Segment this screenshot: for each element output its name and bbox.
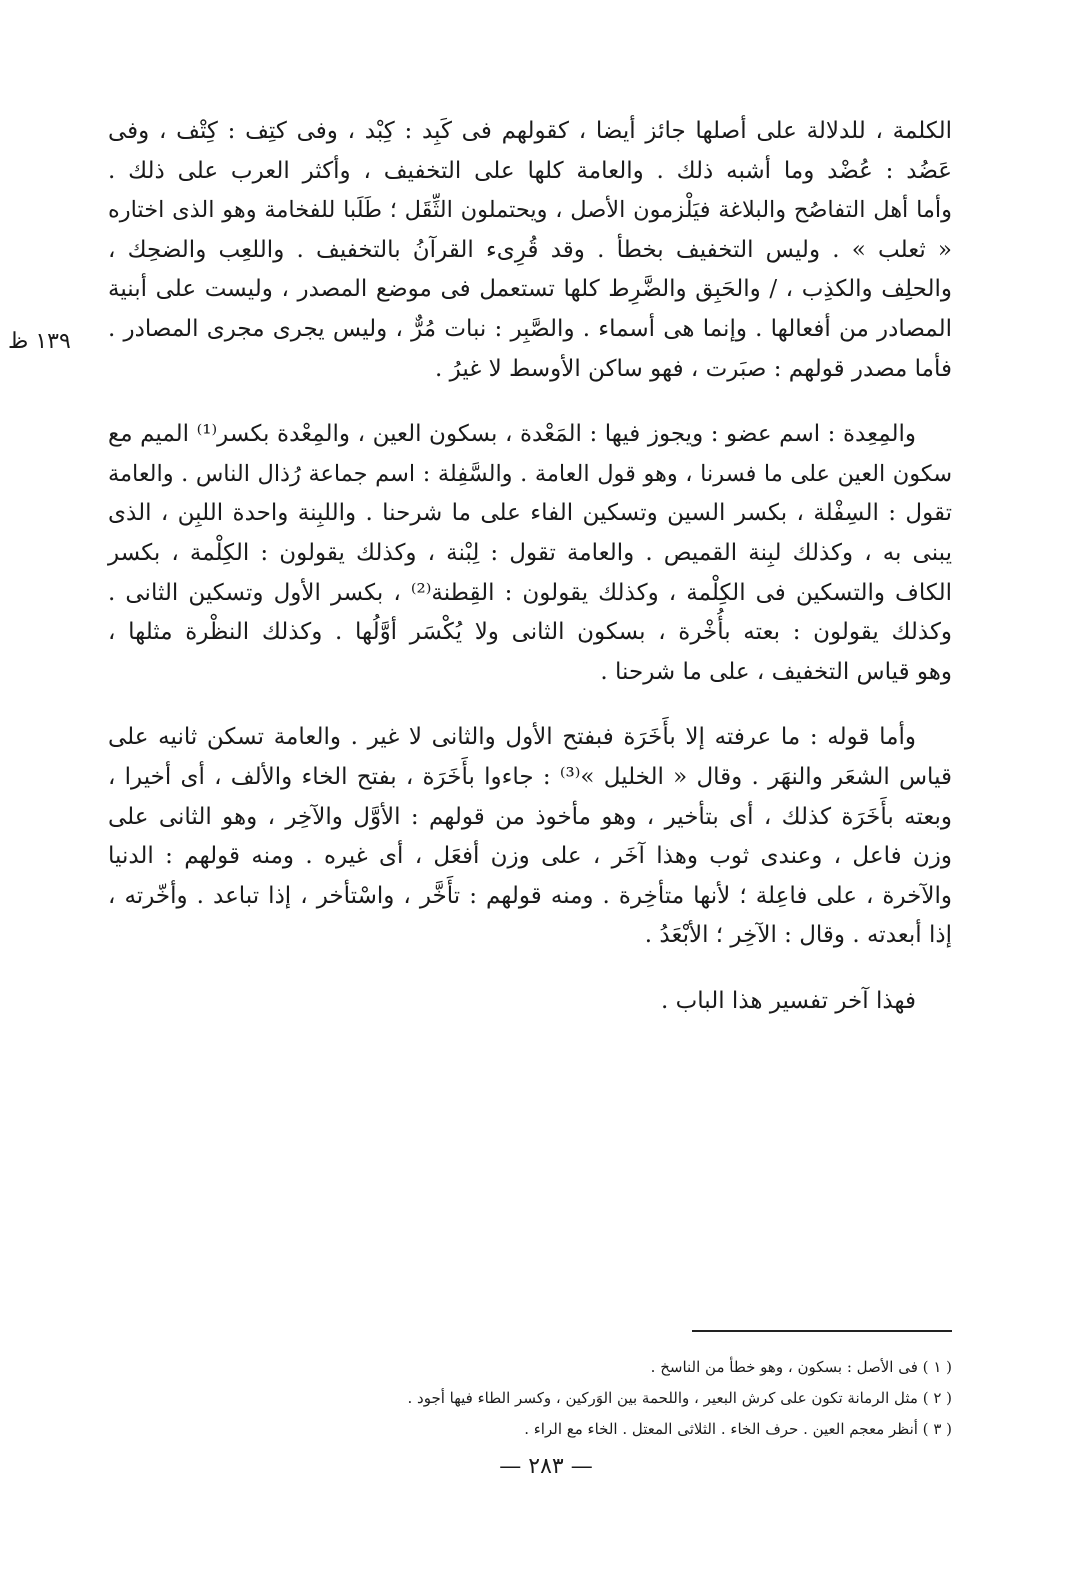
- text-line: سكون العين على ما فسرنا ، وهو قول العامة . والسَّفِلة : اسم جماعة رُذال الناس . والعامة: [108, 460, 952, 487]
- footnote-1: ( ١ ) فى الأصل : بسكون ، وهو خطأ من الناسخ .: [650, 1358, 952, 1376]
- text-line: المصادر من أفعالها . وإنما هى أسماء . والصَّبِر : نبات مُرٌّ ، وليس يجرى مجرى المصادر .: [108, 315, 952, 342]
- text-line: والحلِف والكذِب ، / والحَبِق والضَّرِط كلها تستعمل فى موضع المصدر ، وليست على أبنية: [108, 276, 952, 303]
- page-number: — ٢٨٣ —: [499, 1454, 593, 1479]
- text-line: والآخرة ، على فاعِلة ؛ لأنها متأخِرة . ومنه قولهم : تأَخَّر ، واسْتأخر ، إذا تباعد . وأخّرته ،: [108, 882, 952, 909]
- text-line: الكلمة ، للدلالة على أصلها جائز أيضا ، كقولهم فى كَبِد : كِبْد ، وفى كتِف : كِتْف ، وفى: [108, 118, 952, 144]
- paragraph-gap: [108, 956, 952, 982]
- text-line: فأما مصدر قولهم : صبَرت ، فهو ساكن الأوسط لا غيرُ .: [435, 355, 952, 382]
- text-line: إذا أبعدته . وقال : الآخِر ؛ الأبْعَدُ .: [644, 922, 952, 949]
- paragraph-1: [108, 112, 952, 389]
- text-line: وكذلك يقولون : بعته بأُخْرة ، بسكون الثانى ولا يُكْسَر أوَّلُها . وكذلك النظْرة مثلها ،: [108, 619, 952, 646]
- paragraph-3: [108, 718, 952, 956]
- paragraph-gap: [108, 389, 952, 415]
- paragraph-2: [108, 415, 952, 692]
- text-line: يبنى به ، وكذلك لبِنة القميص . والعامة تقول : لِبْنة ، وكذلك يقولون : الكِلْمة ، بكسر: [108, 539, 952, 566]
- text-line: وهو قياس التخفيف ، على ما شرحنا .: [600, 658, 952, 685]
- paragraph-4: [108, 982, 952, 1022]
- manuscript-folio-marker: ١٣٩ ظ: [8, 329, 71, 354]
- text-line: تقول : السِفْلة ، بكسر السين وتسكين الفاء على ما شرحنا . واللبِنة واحدة اللبِن ، الذى: [108, 500, 952, 527]
- footnote-3: ( ٣ ) أنظر معجم العين . حرف الخاء . الثلاثى المعتل . الخاء مع الراء .: [524, 1420, 952, 1438]
- footnote-2: ( ٢ ) مثل الرمانة تكون على كرش البعير ، واللحمة بين الوَركين ، وكسر الطاء فيها أجود .: [407, 1389, 952, 1407]
- footnotes: [252, 1352, 952, 1445]
- text-line: عَضُد : عُضْد وما أشبه ذلك . والعامة كلها على التخفيف ، وأكثر العرب على ذلك .: [108, 157, 952, 184]
- text-line: « ثعلب » . وليس التخفيف بخطأ . وقد قُرِىء القرآنُ بالتخفيف . واللعِب والضحِك ،: [108, 236, 952, 263]
- text-line: قياس الشعَر والنهَر . وقال « الخليل »⁽³⁾ : جاءوا بأَخَرَة ، بفتح الخاء والألف ، أى أخيرا ،: [108, 763, 952, 790]
- text-line: وبعته بأَخَرَة كذلك ، أى بتأخير ، وهو مأخوذ من قولهم : الأوَّل والآخِر ، وهو الثانى على: [108, 803, 952, 830]
- text-line: فهذا آخر تفسير هذا الباب .: [661, 987, 916, 1014]
- text-line: وأما أهل التفاصُح والبلاغة فيَلْزمون الأصل ، ويحتملون الثِّقَل ؛ طَلَبا للفخامة وهو الذى اختاره: [108, 197, 952, 224]
- text-line: وزن فاعل ، وعندى ثوب وهذا آخَر ، على وزن أفعَل ، أى غيره . ومنه قولهم : الدنيا: [108, 843, 952, 870]
- text-line: وأما قوله : ما عرفته إلا بأَخَرَة فبفتح الأول والثانى لا غير . والعامة تسكن ثانيه على: [108, 724, 916, 751]
- text-line: والمِعِدة : اسم عضو : ويجوز فيها : المَعْدة ، بسكون العين ، والمِعْدة بكسر⁽¹⁾ الميم مع: [108, 421, 916, 448]
- main-text-block: [108, 112, 952, 1021]
- text-line: الكاف والتسكين فى الكِلْمة ، وكذلك يقولون : القِطنة⁽²⁾ ، بكسر الأول وتسكين الثانى .: [108, 579, 952, 606]
- paragraph-gap: [108, 692, 952, 718]
- footnote-separator: [692, 1330, 952, 1332]
